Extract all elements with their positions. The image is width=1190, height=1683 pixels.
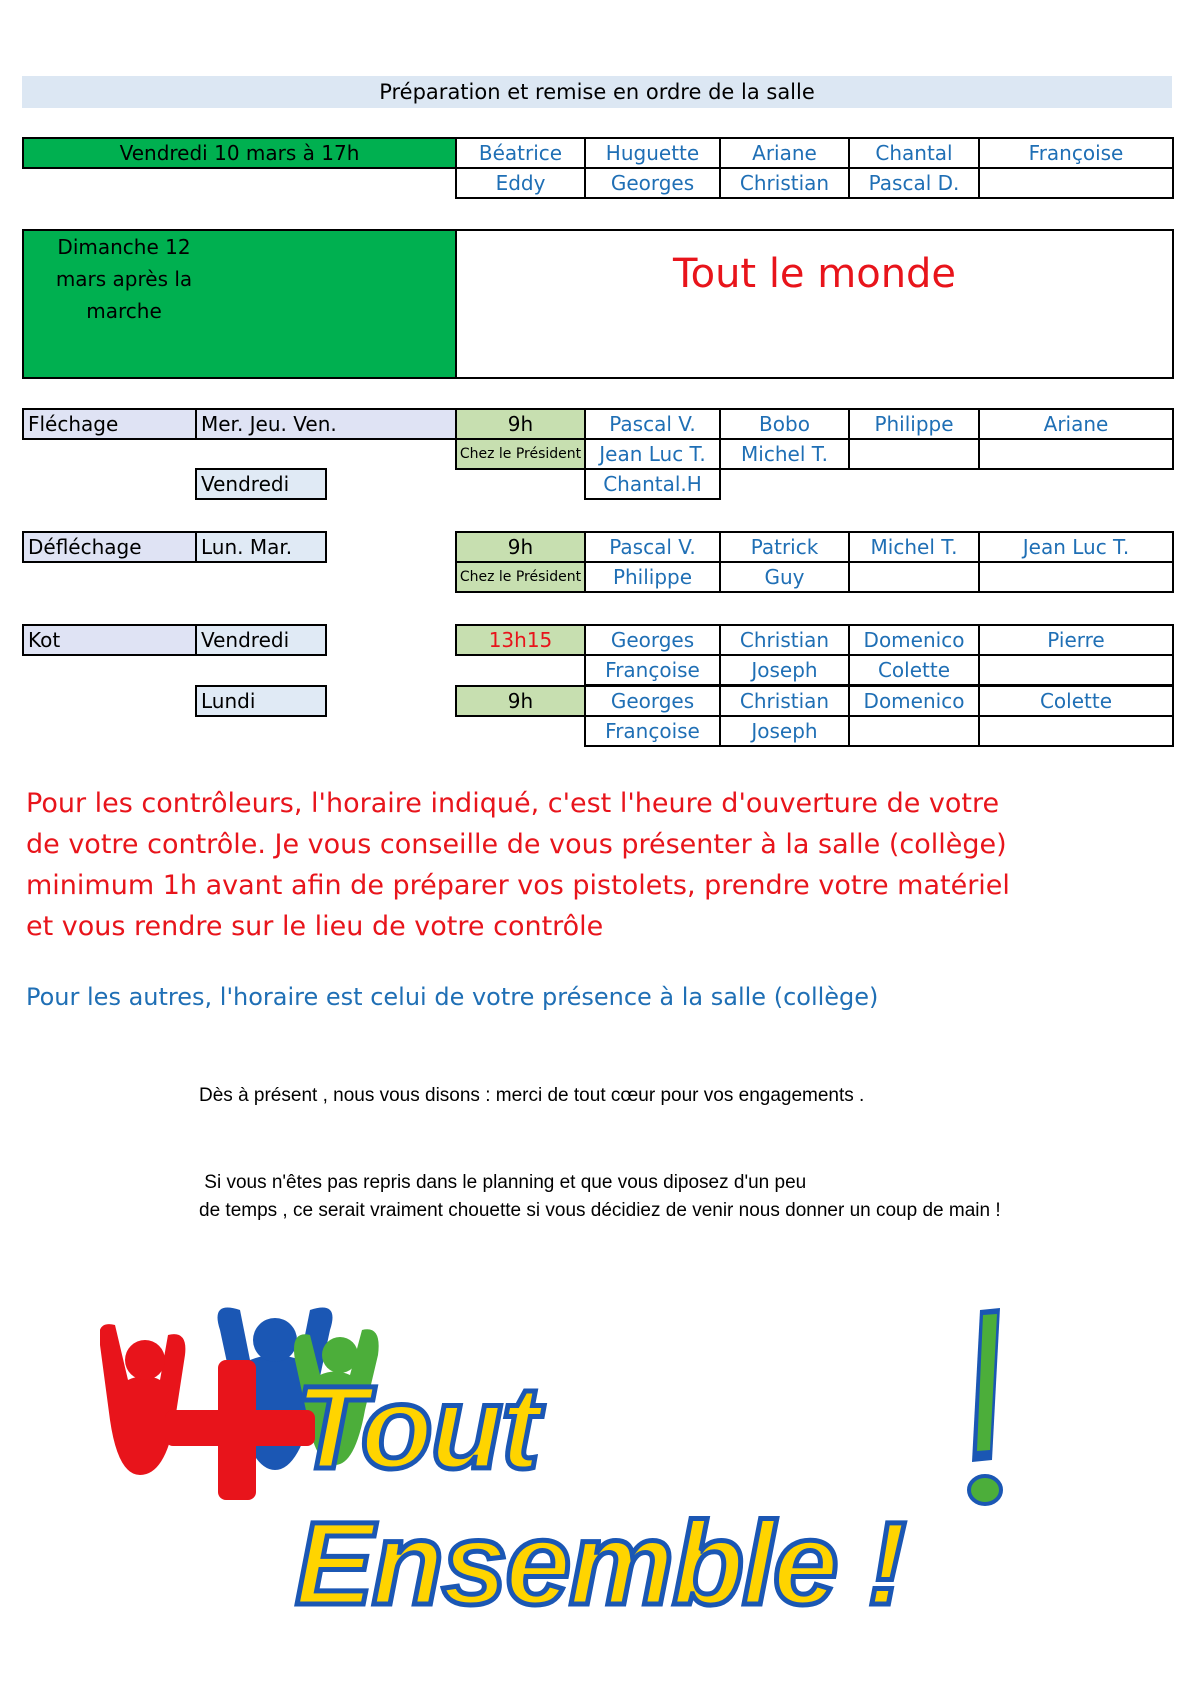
- sunday-label-box: [22, 229, 457, 379]
- kot-name: Joseph: [719, 715, 850, 747]
- kot-name: Colette: [978, 685, 1174, 717]
- kot-name: Domenico: [848, 624, 980, 656]
- friday-name: Béatrice: [455, 137, 586, 169]
- friday-name: Eddy: [455, 167, 586, 199]
- invite-line: Si vous n'êtes pas repris dans le planning et que vous diposez d'un peu: [199, 1172, 807, 1193]
- kot-name: Christian: [719, 685, 850, 717]
- kot-name: [848, 715, 980, 747]
- deflechage-name: Jean Luc T.: [978, 531, 1174, 563]
- deflechage-name: [978, 561, 1174, 593]
- deflechage-days: Lun. Mar.: [195, 531, 327, 563]
- friday-name: Pascal D.: [848, 167, 980, 199]
- red-head-icon: [125, 1340, 165, 1380]
- kot-name: [978, 715, 1174, 747]
- friday-name: Ariane: [719, 137, 850, 169]
- kot-label: Kot: [22, 624, 197, 656]
- kot-name: Georges: [584, 685, 721, 717]
- flechage-name: [848, 438, 980, 470]
- kot-time1: 13h15: [455, 624, 586, 656]
- deflechage-name: Michel T.: [848, 531, 980, 563]
- invite-line: de temps , ce serait vraiment chouette si vous décidiez de venir nous donner un coup de main !: [199, 1200, 1001, 1221]
- others-note: Pour les autres, l'horaire est celui de votre présence à la salle (collège): [26, 983, 879, 1011]
- friday-name: Chantal: [848, 137, 980, 169]
- kot-time2: 9h: [455, 685, 586, 717]
- everyone-text: Tout le monde: [672, 251, 957, 297]
- controllers-note-line: Pour les contrôleurs, l'horaire indiqué, c'est l'heure d'ouverture de votre: [26, 788, 1000, 819]
- flechage-name: Ariane: [978, 408, 1174, 440]
- friday-name: Huguette: [584, 137, 721, 169]
- blue-head-icon: [253, 1318, 297, 1362]
- flechage-name: Bobo: [719, 408, 850, 440]
- sunday-label-line: Dimanche 12: [57, 235, 191, 259]
- kot-name: Françoise: [584, 654, 721, 686]
- kot-name: Georges: [584, 624, 721, 656]
- controllers-note: [26, 783, 1026, 947]
- flechage-name: Chantal.H: [584, 468, 721, 500]
- flechage-place: Chez le Président: [455, 438, 586, 470]
- controllers-note-line: minimum 1h avant afin de préparer vos pistolets, prendre votre matériel: [26, 870, 1010, 901]
- controllers-note-line: et vous rendre sur le lieu de votre contrôle: [26, 911, 604, 942]
- flechage-name: Jean Luc T.: [584, 438, 721, 470]
- deflechage-name: Patrick: [719, 531, 850, 563]
- logo-wordmark: Tout Ensemble !: [295, 1362, 905, 1630]
- kot-name: [978, 654, 1174, 686]
- flechage-name: Pascal V.: [584, 408, 721, 440]
- deflechage-name: Philippe: [584, 561, 721, 593]
- flechage-name: Philippe: [848, 408, 980, 440]
- kot-day2: Lundi: [195, 685, 327, 717]
- flechage-time: 9h: [455, 408, 586, 440]
- kot-name: Christian: [719, 624, 850, 656]
- deflechage-time: 9h: [455, 531, 586, 563]
- sunday-everyone-box: [455, 229, 1174, 379]
- flechage-name: [978, 438, 1174, 470]
- tout-ensemble-logo: [100, 1290, 1060, 1630]
- friday-name: Françoise: [978, 137, 1174, 169]
- friday-label: Vendredi 10 mars à 17h: [22, 137, 457, 169]
- sunday-label-line: mars après la: [55, 267, 193, 291]
- flechage-day2: Vendredi: [195, 468, 327, 500]
- kot-name: Pierre: [978, 624, 1174, 656]
- friday-name: [978, 167, 1174, 199]
- page-title: Préparation et remise en ordre de la salle: [22, 76, 1172, 108]
- thanks-message: Dès à présent , nous vous disons : merci de tout cœur pour vos engagements .: [199, 1085, 865, 1106]
- kot-name: Françoise: [584, 715, 721, 747]
- kot-name: Colette: [848, 654, 980, 686]
- deflechage-name: [848, 561, 980, 593]
- flechage-label: Fléchage: [22, 408, 197, 440]
- plus-vertical: [218, 1360, 256, 1500]
- deflechage-name: Pascal V.: [584, 531, 721, 563]
- deflechage-place: Chez le Président: [455, 561, 586, 593]
- kot-name: Joseph: [719, 654, 850, 686]
- sunday-label-line: marche: [86, 299, 162, 323]
- kot-day1: Vendredi: [195, 624, 327, 656]
- friday-name: Georges: [584, 167, 721, 199]
- kot-name: Domenico: [848, 685, 980, 717]
- deflechage-label: Défléchage: [22, 531, 197, 563]
- friday-name: Christian: [719, 167, 850, 199]
- controllers-note-line: de votre contrôle. Je vous conseille de vous présenter à la salle (collège): [26, 829, 1007, 860]
- flechage-days: Mer. Jeu. Ven.: [195, 408, 457, 440]
- deflechage-name: Guy: [719, 561, 850, 593]
- flechage-name: Michel T.: [719, 438, 850, 470]
